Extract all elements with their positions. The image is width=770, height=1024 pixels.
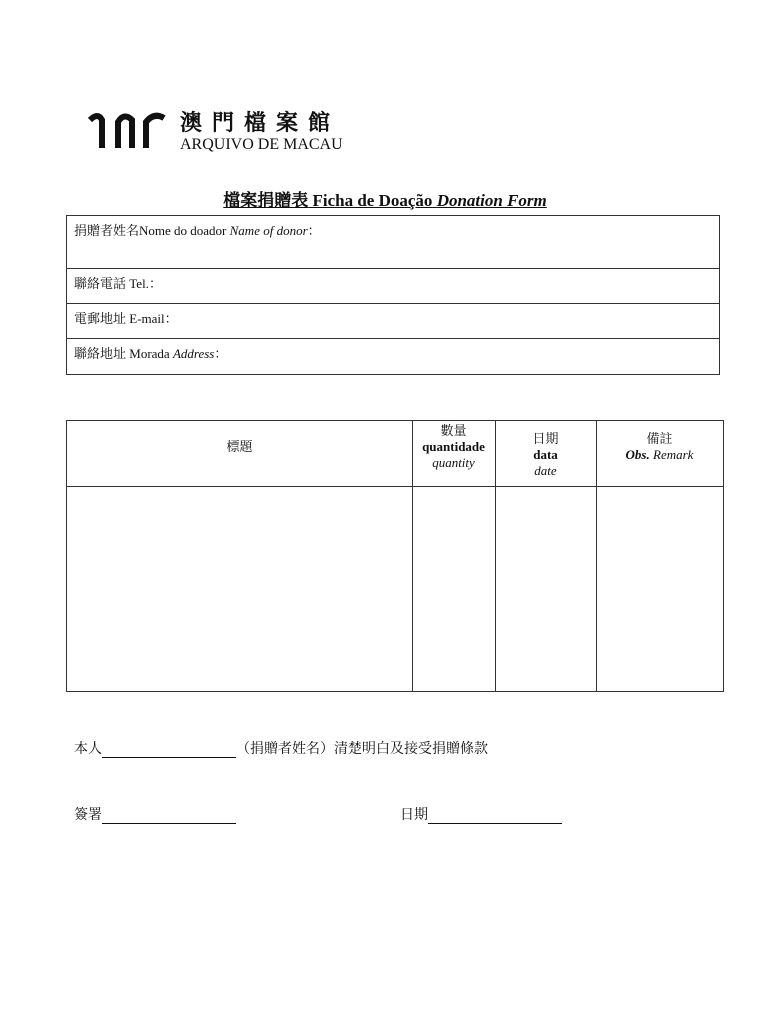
archive-logo bbox=[88, 108, 168, 155]
archive-name-portuguese: ARQUIVO DE MACAU bbox=[180, 136, 343, 153]
header-title-cn: 標題 bbox=[226, 439, 253, 454]
header-title bbox=[67, 439, 412, 455]
form-title-portuguese: Ficha de Doação bbox=[312, 191, 433, 210]
date-entry-cell[interactable] bbox=[496, 487, 596, 691]
header-date-en: date bbox=[534, 463, 557, 478]
phone-separator: ： bbox=[148, 276, 162, 291]
archive-logo-mark-icon bbox=[88, 108, 168, 150]
email-separator: ： bbox=[164, 311, 178, 326]
header-remark bbox=[596, 431, 723, 463]
declaration-suffix: （捐贈者姓名）清楚明白及接受捐贈條款 bbox=[236, 742, 488, 757]
phone-field[interactable] bbox=[67, 269, 719, 304]
header-quantity-pt: quantidade bbox=[422, 439, 485, 454]
email-field[interactable] bbox=[67, 304, 719, 339]
header-date-cn: 日期 bbox=[532, 431, 559, 446]
donor-name-field[interactable] bbox=[67, 216, 719, 269]
header-quantity bbox=[412, 423, 495, 471]
quantity-entry-cell[interactable] bbox=[413, 487, 495, 691]
address-field[interactable] bbox=[67, 339, 719, 376]
declaration-line bbox=[74, 738, 488, 758]
donor-name-label-en: Name of donor bbox=[229, 223, 308, 238]
title-entry-cell[interactable] bbox=[67, 487, 412, 691]
donor-info-box bbox=[66, 215, 720, 375]
signature-date-blank[interactable] bbox=[428, 809, 562, 824]
donor-name-blank[interactable] bbox=[102, 743, 236, 758]
form-title-chinese: 檔案捐贈表 bbox=[223, 191, 309, 210]
signature-date-label: 日期 bbox=[400, 808, 428, 823]
header-quantity-cn: 數量 bbox=[440, 423, 467, 438]
phone-label-pt: Tel. bbox=[129, 276, 149, 291]
donor-name-label-pt: Nome do doador bbox=[139, 223, 227, 238]
phone-label-cn: 聯絡電話 bbox=[74, 276, 127, 291]
header-remark-en: Remark bbox=[653, 447, 694, 462]
form-title-english: Donation Form bbox=[436, 191, 547, 210]
remark-entry-cell[interactable] bbox=[597, 487, 723, 691]
email-label-cn: 電郵地址 bbox=[74, 311, 127, 326]
donation-items-table bbox=[66, 420, 724, 692]
address-separator: ： bbox=[214, 346, 228, 361]
archive-name-chinese: 澳門檔案館 bbox=[180, 110, 341, 135]
email-label-pt: E-mail bbox=[129, 311, 165, 326]
header-remark-pt: Obs. bbox=[625, 447, 650, 462]
signature-date-line bbox=[400, 804, 562, 824]
address-label-cn: 聯絡地址 bbox=[74, 346, 127, 361]
signature-line bbox=[74, 804, 236, 824]
header-date-pt: data bbox=[533, 447, 558, 462]
address-label-en: Address bbox=[172, 346, 215, 361]
donor-name-label-cn: 捐贈者姓名 bbox=[74, 223, 140, 238]
header-date bbox=[495, 431, 596, 479]
form-title bbox=[0, 186, 770, 211]
declaration-prefix: 本人 bbox=[74, 742, 102, 757]
donor-name-separator: ： bbox=[307, 223, 321, 238]
header-remark-cn: 備註 bbox=[646, 431, 673, 446]
address-label-pt: Morada bbox=[129, 346, 170, 361]
signature-blank[interactable] bbox=[102, 809, 236, 824]
header-quantity-en: quantity bbox=[432, 455, 475, 470]
signature-label: 簽署 bbox=[74, 808, 102, 823]
